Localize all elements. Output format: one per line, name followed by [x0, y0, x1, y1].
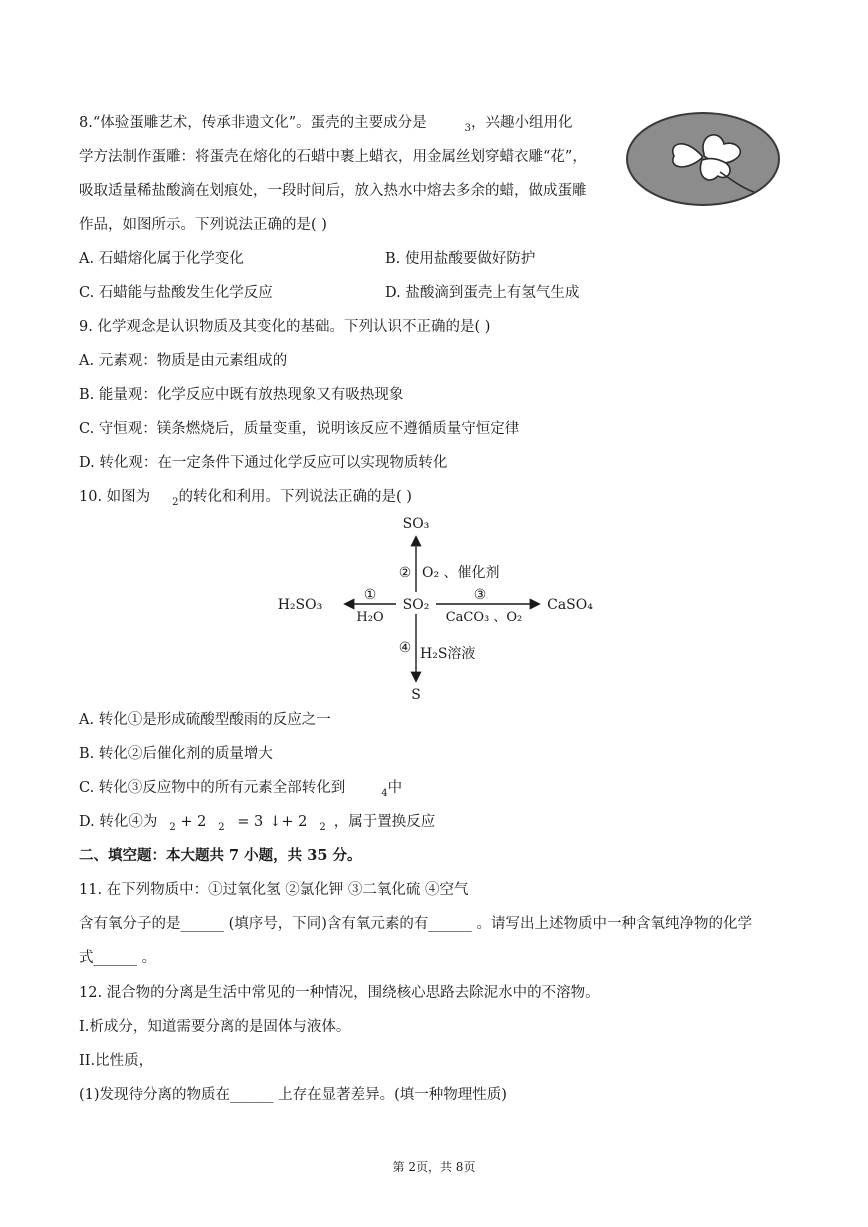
q8-line2: 学方法制作蛋雕：将蛋壳在熔化的石蜡中裹上蜡衣，用金属丝划穿蜡衣雕“花”， [79, 149, 587, 165]
reaction-1-condition: H₂O [356, 610, 384, 625]
q10-option-d [79, 812, 435, 834]
section2-heading: 二、填空题：本大题共 7 小题，共 35 分。 [79, 847, 362, 864]
q10-stem-text-end: 的转化和利用。下列说法正确的是( ) [178, 489, 412, 505]
q10-option-d-equals: = 3 [237, 814, 264, 830]
q10-option-b: B. 转化②后催化剂的质量增大 [79, 746, 273, 762]
q10-option-c [79, 778, 402, 800]
node-h2so3: H₂SO₃ [277, 597, 323, 613]
reaction-1-number: ① [363, 587, 377, 603]
q8-option-b: B. 使用盐酸要做好防护 [385, 251, 536, 267]
reaction-4-number: ④ [398, 640, 412, 656]
reaction-3-number: ③ [473, 587, 487, 603]
node-so3: SO₃ [402, 516, 430, 532]
q8-line1 [79, 113, 573, 135]
q10-option-c-text: C. 转化③反应物中的所有元素全部转化到 [79, 780, 346, 796]
q8-option-a: A. 石蜡熔化属于化学变化 [79, 251, 244, 267]
q8-line4: 作品，如图所示。下列说法正确的是( ) [79, 217, 327, 233]
q10-option-d-text-end: ，属于置换反应 [333, 814, 436, 830]
node-caso4: CaSO₄ [547, 597, 593, 613]
q11-line3: 式______ 。 [79, 950, 157, 966]
q8-option-c: C. 石蜡能与盐酸发生化学反应 [79, 285, 273, 301]
reaction-4-condition: H₂S溶液 [420, 646, 476, 662]
q11-stem: 11. 在下列物质中：①过氧化氢 ②氯化钾 ③二氧化硫 ④空气 [79, 882, 469, 898]
node-so2: SO₂ [402, 597, 430, 613]
egg-carving-image [624, 110, 782, 208]
q10-stem [79, 487, 412, 509]
q10-option-d-sub2: 2 [218, 822, 225, 833]
q8-line1-text-end: ，兴趣小组用化 [471, 115, 573, 131]
q10-option-d-precipitate: ↓+ 2 [269, 814, 308, 830]
q10-option-d-sub3: 2 [319, 822, 326, 833]
so2-conversion-diagram [260, 508, 610, 708]
page-number: 第 2页，共 8页 [392, 1160, 476, 1174]
q10-option-d-plus: + 2 [180, 814, 207, 830]
node-s: S [411, 687, 421, 703]
q12-stem: 12. 混合物的分离是生活中常见的一种情况，围绕核心思路去除泥水中的不溶物。 [79, 985, 600, 1001]
q8-line1-text: 8.“体验蛋雕艺术，传承非遗文化”。蛋壳的主要成分是 [79, 115, 427, 131]
reaction-2-condition: O₂ 、催化剂 [422, 565, 500, 581]
q9-option-b: B. 能量观：化学反应中既有放热现象又有吸热现象 [79, 387, 404, 403]
reaction-2-number: ② [398, 565, 412, 581]
q8-option-d: D. 盐酸滴到蛋壳上有氢气生成 [385, 285, 580, 301]
q10-option-c-subscript: 4 [381, 788, 388, 799]
q9-option-c: C. 守恒观：镁条燃烧后，质量变重，说明该反应不遵循质量守恒定律 [79, 421, 520, 437]
q10-option-d-text: D. 转化④为 [79, 814, 158, 830]
q8-line1-subscript: 3 [464, 123, 472, 134]
q12-step2: II.比性质， [79, 1053, 154, 1069]
q9-stem: 9. 化学观念是认识物质及其变化的基础。下列认识不正确的是( ) [79, 319, 491, 335]
q11-line2: 含有氧分子的是______ (填序号，下同)含有氧元素的有______ 。请写出上述物质中一种含氧纯净物的化学 [79, 916, 753, 932]
q10-option-d-sub1: 2 [169, 822, 176, 833]
q10-option-c-text-end: 中 [387, 780, 403, 796]
q8-line3: 吸取适量稀盐酸滴在划痕处，一段时间后，放入热水中熔去多余的蜡，做成蛋雕 [79, 183, 587, 199]
q10-stem-text: 10. 如图为 [79, 489, 151, 505]
q9-option-d: D. 转化观：在一定条件下通过化学反应可以实现物质转化 [79, 455, 448, 471]
q9-option-a: A. 元素观：物质是由元素组成的 [79, 353, 288, 369]
reaction-3-condition: CaCO₃ 、O₂ [445, 610, 523, 625]
q10-option-a: A. 转化①是形成硫酸型酸雨的反应之一 [79, 712, 331, 728]
q12-step1: I.析成分，知道需要分离的是固体与液体。 [79, 1019, 351, 1035]
q10-stem-subscript: 2 [172, 497, 179, 508]
q12-sub1: (1)发现待分离的物质在______ 上存在显著差异。(填一种物理性质) [79, 1087, 507, 1103]
